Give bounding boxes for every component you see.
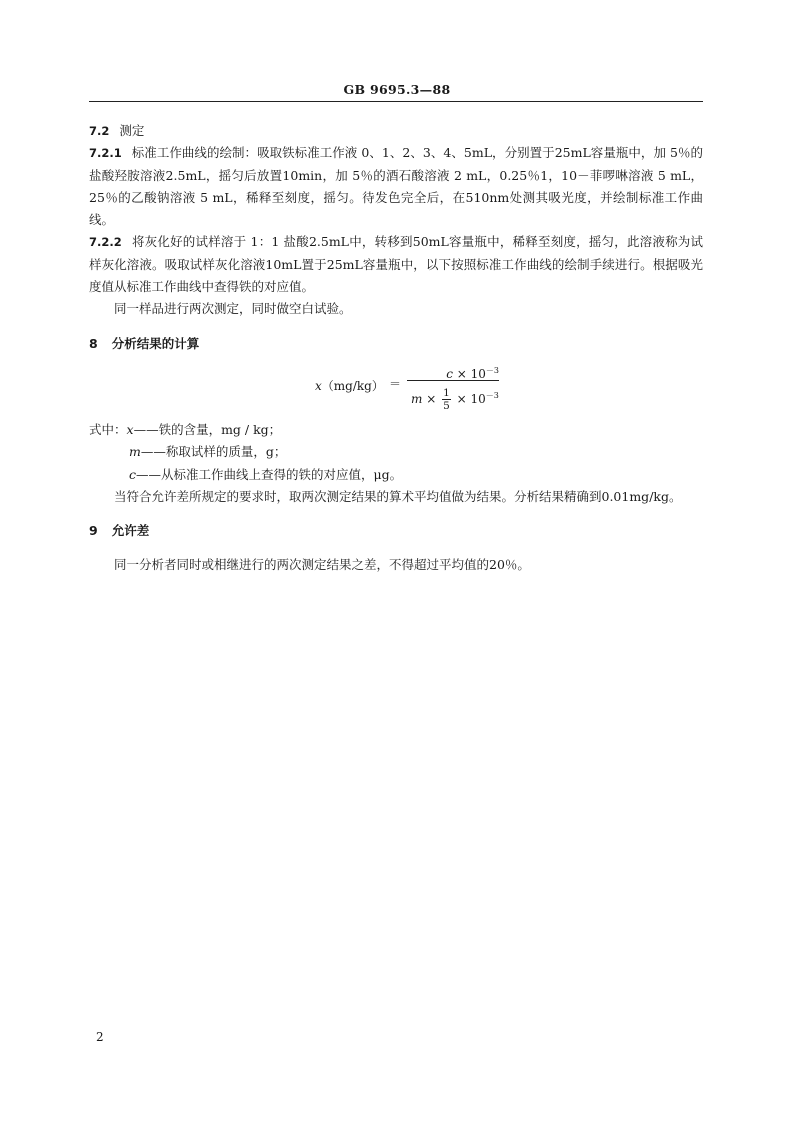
result-paragraph: 当符合允许差所规定的要求时，取两次测定结果的算术平均值做为结果。分析结果精确到0.01mg/kg。 (114, 488, 682, 504)
section-number: 7.2 (89, 124, 110, 138)
section-title: 分析结果的计算 (111, 335, 200, 351)
paragraph-text: 将灰化好的试样溶于 1：1 盐酸2.5mL中，转移到50mL容量瓶中，稀释至刻度，摇匀，此溶液称为试样灰化溶液。吸取试样灰化溶液10mL置于25mL容量瓶中，以下按照标准工作曲线的绘制手续进行。根据吸光度值从标准工作曲线中查得铁的对应值。 (89, 234, 703, 295)
one-fifth-fraction: $\frac{1}{5}$ (443, 386, 450, 412)
calculation-formula (89, 359, 703, 417)
formula-lhs: x（mg/kg） (315, 378, 384, 393)
formula-equals: ＝ (389, 376, 402, 391)
section-7-2-1-paragraph (89, 142, 703, 231)
section-number: 8 (89, 335, 98, 351)
paragraph-text: 标准工作曲线的绘制：吸取铁标准工作液 0、1、2、3、4、5mL，分别置于25mL容量瓶中，加 5％的盐酸羟胺溶液2.5mL，摇匀后放置10min，加 5％的酒石酸溶液 2 mL，0.25％1，10－菲啰啉溶液 5 mL，25％的乙酸钠溶液 5 mL，稀释至刻度，摇匀。待发色完全后，在510nm处测其吸光度，并绘制标准工作曲线。 (89, 145, 703, 228)
section-7-2-heading (89, 120, 703, 142)
section-7-2-2-paragraph (89, 231, 703, 298)
section-8-heading (89, 333, 703, 355)
section-number: 7.2.1 (89, 146, 122, 161)
formula-denominator: m × $\frac{1}{5}$ × $10^{-3}$ (411, 386, 499, 412)
section-number: 7.2.2 (89, 235, 122, 250)
section-title: 测定 (119, 123, 145, 138)
document-code-header: GB 9695.3—88 (343, 82, 451, 97)
definition-x: 式中：x——铁的含量，mg / kg； (89, 421, 282, 437)
document-body (89, 120, 703, 577)
definition-m: m——称取试样的质量，g； (129, 444, 287, 460)
header-rule (89, 101, 703, 102)
page-number: 2 (96, 1030, 104, 1044)
duplicate-test-note: 同一样品进行两次测定，同时做空白试验。 (114, 301, 352, 317)
tolerance-paragraph: 同一分析者同时或相继进行的两次测定结果之差，不得超过平均值的20％。 (114, 557, 530, 573)
section-number: 9 (89, 523, 98, 539)
definition-c: c——从标准工作曲线上查得的铁的对应值，μg。 (129, 466, 403, 482)
section-title: 允许差 (111, 523, 150, 539)
section-9-heading (89, 520, 703, 542)
fraction-bar (407, 380, 499, 381)
formula-numerator: $c \times 10^{-3}$ (446, 365, 499, 381)
